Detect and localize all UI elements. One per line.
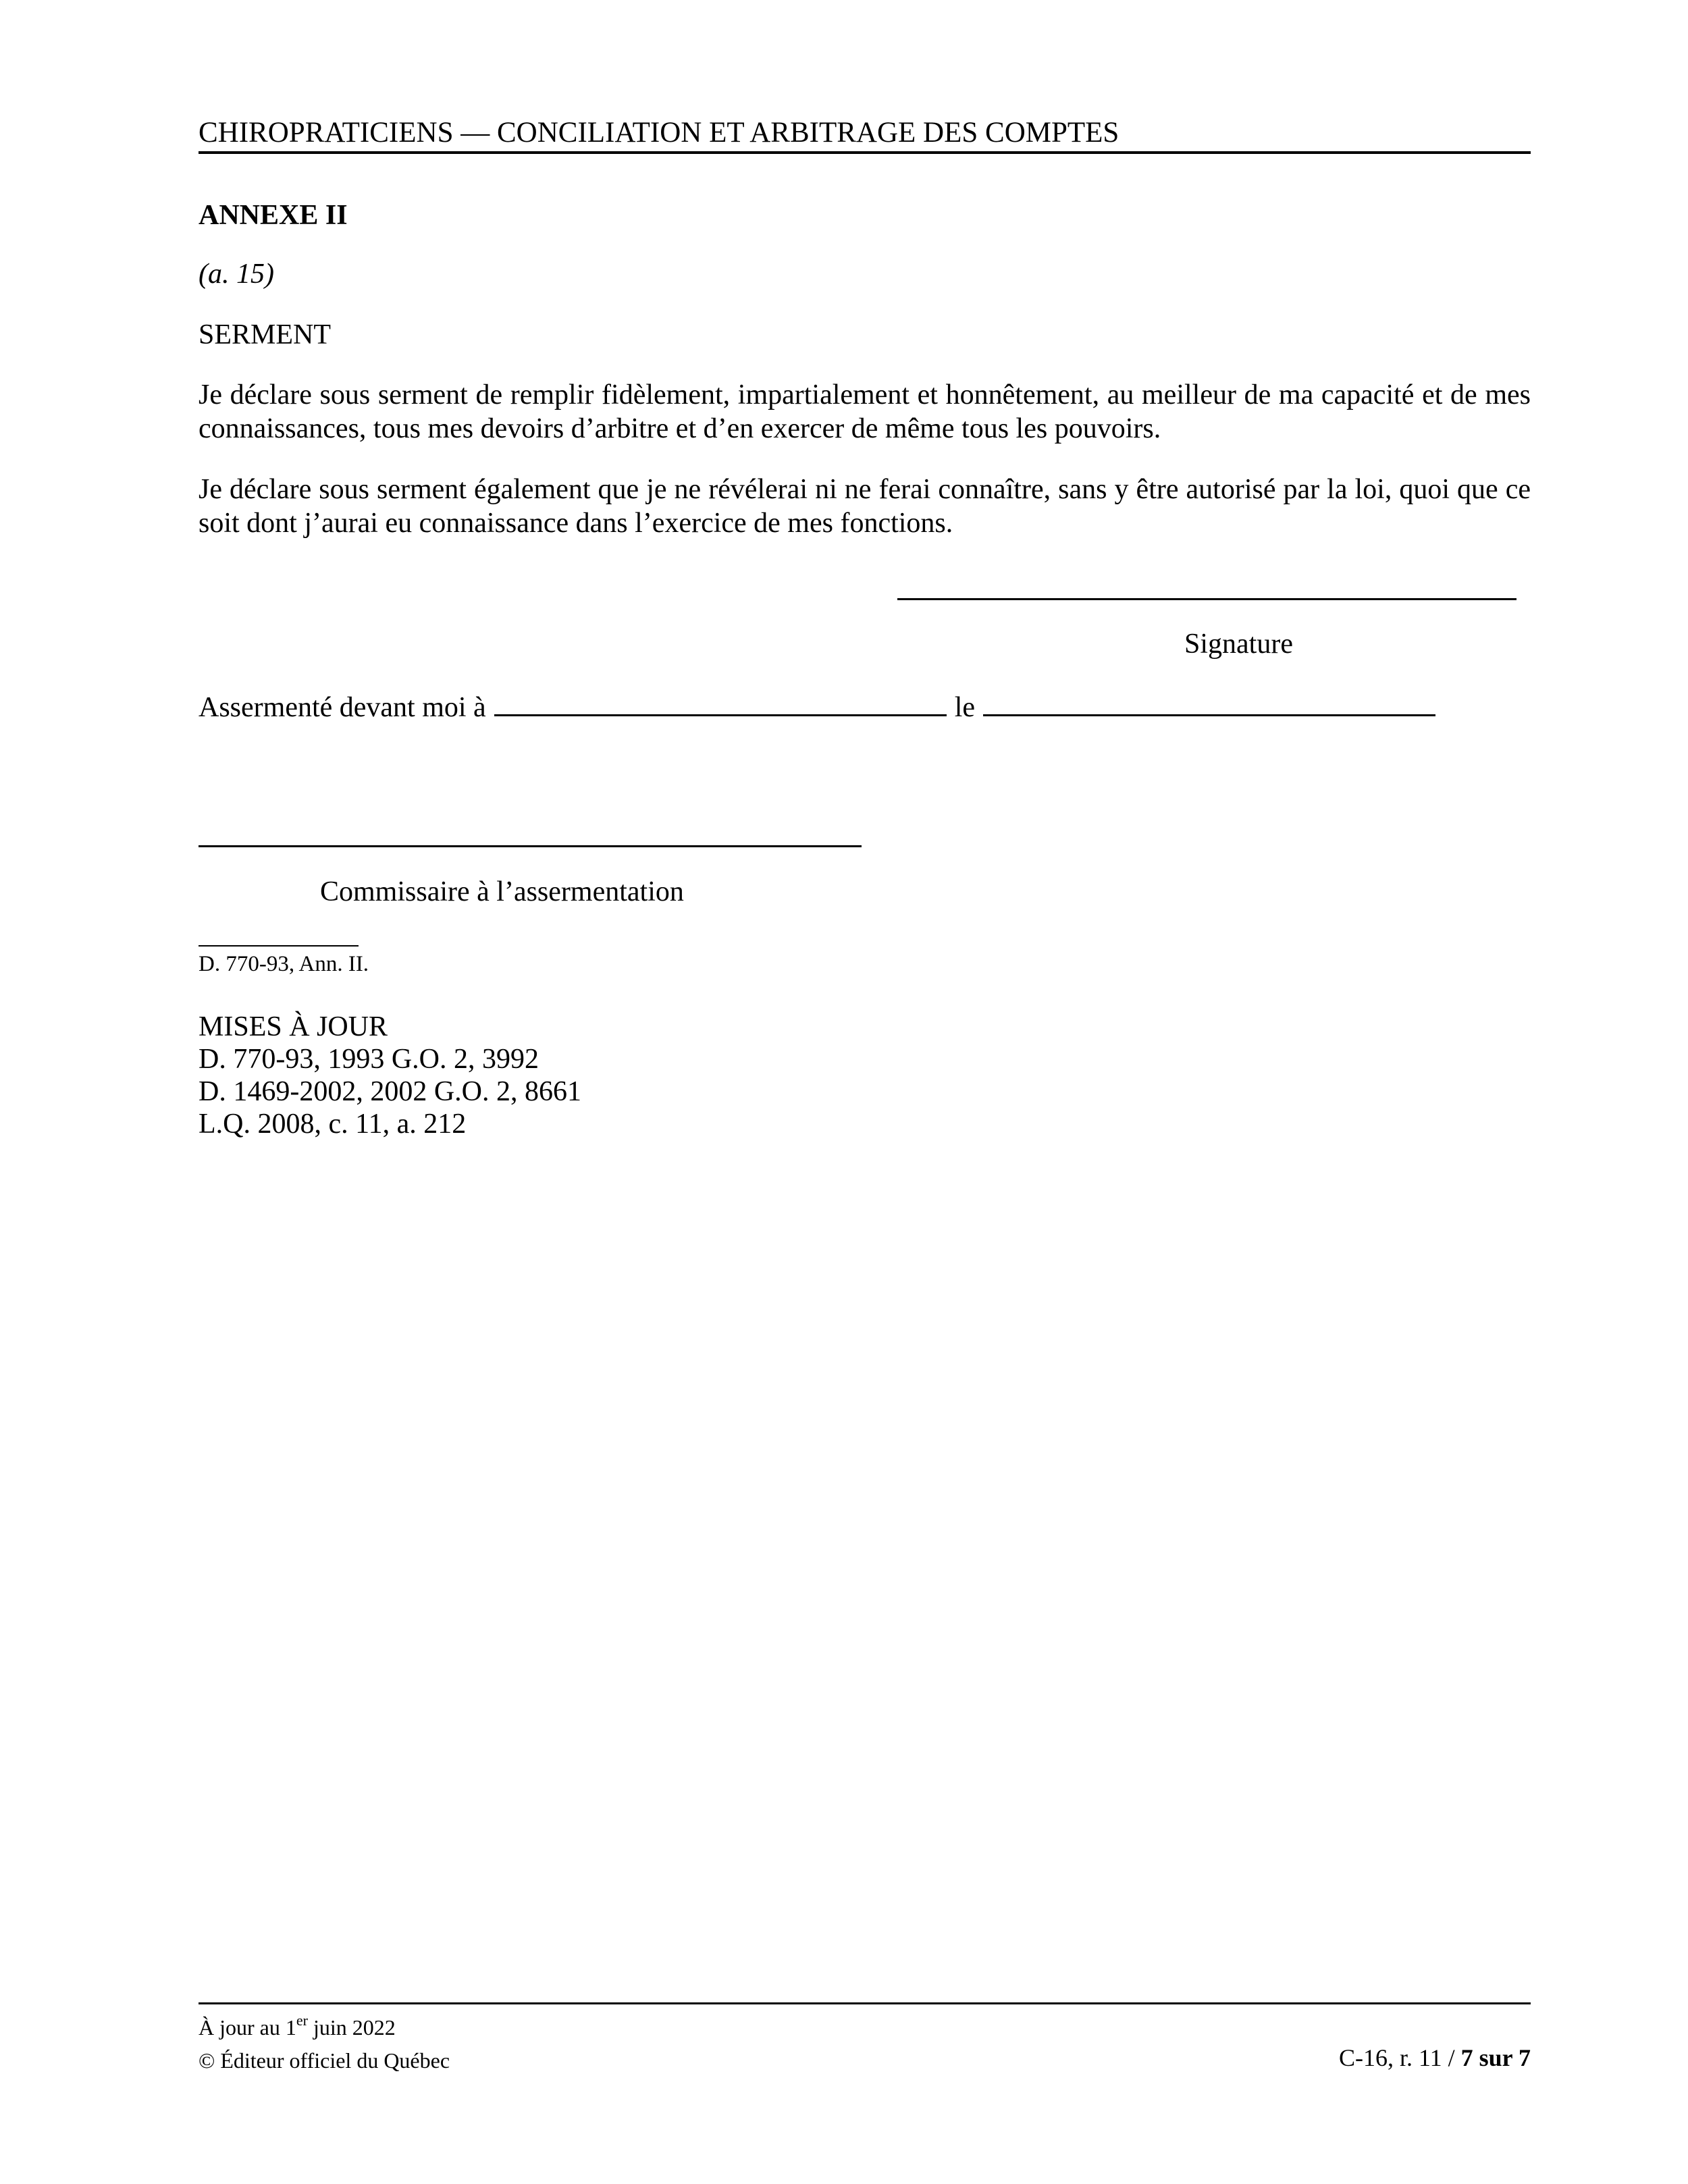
commissioner-label: Commissaire à l’assermentation (320, 876, 684, 907)
update-item: L.Q. 2008, c. 11, a. 212 (199, 1109, 467, 1140)
footer-regulation-ref: C-16, r. 11 / (1338, 2044, 1461, 2071)
date-connector: le (954, 692, 976, 723)
source-note-rule (199, 945, 359, 947)
footer-page-reference (1339, 2043, 1531, 2073)
update-item: D. 1469-2002, 2002 G.O. 2, 8661 (199, 1076, 581, 1107)
footer-date-prefix: À jour au 1 (199, 2015, 296, 2040)
footer-publisher: © Éditeur officiel du Québec (199, 2048, 450, 2073)
oath-paragraph-2: Je déclare sous serment également que je ne révélerai ni ne ferai connaître, sans y être autorisé par la loi, quoi que ce soit dont j’aurai eu connaissance dans l’exercice de mes fonctions. (199, 474, 1531, 539)
signature-label: Signature (1184, 629, 1293, 660)
footer-page-number: 7 sur 7 (1460, 2044, 1531, 2071)
sworn-before-row (199, 689, 1435, 725)
source-note: D. 770-93, Ann. II. (199, 952, 369, 976)
running-header: CHIROPRATICIENS — CONCILIATION ET ARBITRAGE DES COMPTES (199, 117, 1119, 149)
footer-date-suffix: juin 2022 (307, 2015, 396, 2040)
footer-date-superscript: er (296, 2012, 308, 2029)
updates-section (199, 1011, 581, 1140)
sworn-before-label: Assermenté devant moi à (199, 692, 486, 723)
place-blank-line (494, 689, 947, 716)
updates-heading: MISES À JOUR (199, 1011, 388, 1042)
footer-rule (199, 2002, 1531, 2004)
commissioner-signature-line (199, 845, 862, 847)
oath-paragraph-1: Je déclare sous serment de remplir fidèlement, impartialement et honnêtement, au meilleur de ma capacité et de mes connaissances, tous mes devoirs d’arbitre et d’en exercer de même tous les pouvoirs. (199, 379, 1531, 444)
date-blank-line (983, 689, 1435, 716)
footer-date (199, 2014, 396, 2041)
oath-heading: SERMENT (199, 319, 332, 350)
header-rule (199, 151, 1531, 154)
update-item: D. 770-93, 1993 G.O. 2, 3992 (199, 1044, 539, 1075)
signature-line (897, 598, 1516, 600)
annex-reference: (a. 15) (199, 259, 274, 290)
annex-title: ANNEXE II (199, 200, 348, 231)
